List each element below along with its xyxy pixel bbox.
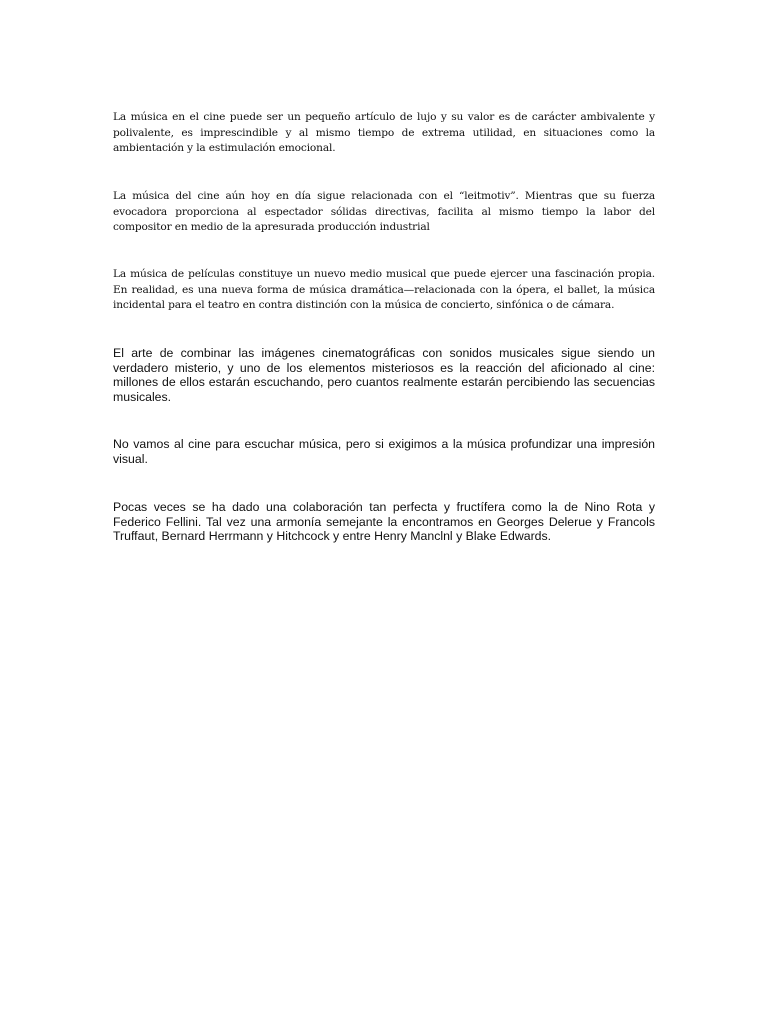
paragraph-2: La música del cine aún hoy en día sigue relacionada con el “leitmotiv”. Mientras que su fuerza evocadora proporciona al espectador sólidas directivas, facilita al mismo tiempo la labor del compositor en medio de la apresurada producción industrial [113,190,655,233]
paragraph-5: No vamos al cine para escuchar música, pero si exigimos a la música profundizar una impresión visual. [113,437,655,466]
paragraph-4: El arte de combinar las imágenes cinematográficas con sonidos musicales sigue siendo un verdadero misterio, y uno de los elementos misteriosos es la reacción del aficionado al cine: millones de ellos estarán escuchando, pero cuantos realmente estarán percibiendo las secuencias musicales. [113,346,655,405]
paragraph-6: Pocas veces se ha dado una colaboración tan perfecta y fructífera como la de Nino Rota y Federico Fellini. Tal vez una armonía semejante la encontramos en Georges Delerue y Francols Truffaut, Bernard Herrmann y Hitchcock y entre Henry Manclnl y Blake Edwards. [113,500,655,544]
paragraph-3: La música de películas constituye un nuevo medio musical que puede ejercer una fascinación propia. En realidad, es una nueva forma de música dramática—relacionada con la ópera, el ballet, la música incidental para el teatro en contra distinción con la música de concierto, sinfónica o de cámara. [113,268,655,311]
paragraph-1: La música en el cine puede ser un pequeño artículo de lujo y su valor es de carácter ambivalente y polivalente, es imprescindible y al mismo tiempo de extrema utilidad, en situaciones como la ambientación y la estimulación emocional. [113,111,655,154]
